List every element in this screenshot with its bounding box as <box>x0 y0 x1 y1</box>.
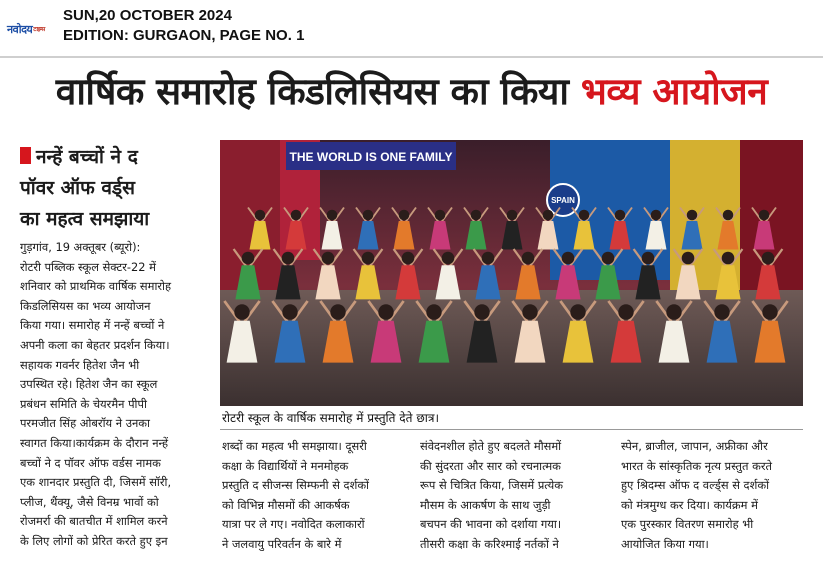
performer-figure <box>522 252 535 265</box>
article-text-line: अपनी कला का बेहतर प्रदर्शन किया। <box>20 337 170 352</box>
article-text-line: रोटरी पब्लिक स्कूल सेक्टर-22 में <box>20 259 156 274</box>
article-subheading <box>20 142 215 235</box>
article-text-line: यात्रा पर ले गए। नवोदित कलाकारों <box>222 517 365 532</box>
article-text-line: आयोजित किया गया। <box>621 536 709 551</box>
performer-figure <box>362 252 375 265</box>
article-text-line: ने जलवायु परिवर्तन के बारे में <box>222 536 342 551</box>
masthead-divider <box>0 56 823 58</box>
article-text-line: एक पुरस्कार वितरण समारोह भी <box>621 517 754 532</box>
performer-figure <box>543 210 554 221</box>
performer-figure <box>242 252 255 265</box>
performer-figure <box>282 304 297 319</box>
performer-figure <box>722 252 735 265</box>
article-text-line: कक्षा के विद्यार्थियों ने मनमोहक <box>222 458 349 473</box>
performer-figure <box>615 210 626 221</box>
event-photo <box>220 140 803 406</box>
article-text-line: रोजमर्रा की बातचीत में शामिल करने <box>20 514 168 529</box>
performer-figure <box>399 210 410 221</box>
subheading-line: का महत्व समझाया <box>20 208 150 230</box>
performer-figure <box>426 304 441 319</box>
subheading-line: पॉवर ऑफ वर्ड्स <box>20 177 135 199</box>
photo-caption: रोटरी स्कूल के वार्षिक समारोह में प्रस्तुति देते छात्र। <box>222 411 440 425</box>
performer-figure <box>762 252 775 265</box>
article-text-line: गुड़गांव, 19 अक्तूबर (ब्यूरो): <box>20 240 141 254</box>
performer-figure <box>759 210 770 221</box>
performer-figure <box>602 252 615 265</box>
performer-figure <box>522 304 537 319</box>
article-column-2 <box>222 437 402 555</box>
performer-figure <box>723 210 734 221</box>
performer-figure <box>378 304 393 319</box>
article-text-line: को मंत्रमुग्ध कर दिया। कार्यक्रम में <box>621 497 758 512</box>
article-headline <box>0 64 823 120</box>
article-text-line: के लिए लोगों को प्रेरित करते हुए इन <box>20 533 168 548</box>
article-text-line: मौसम के आकर्षण के साथ जुड़ी <box>420 497 551 512</box>
headline-main: वार्षिक समारोह किडलिसियस का किया <box>55 70 569 113</box>
article-text-line: तीसरी कक्षा के करिश्माई नर्तकों ने <box>420 536 559 551</box>
performer-figure <box>562 252 575 265</box>
article-text-line: सहायक गवर्नर हितेश जैन भी <box>20 357 140 372</box>
performer-figure <box>322 252 335 265</box>
performer-figure <box>642 252 655 265</box>
performer-figure <box>618 304 633 319</box>
performer-figure <box>471 210 482 221</box>
subheading-line: नन्हें बच्चों ने द <box>20 142 215 173</box>
article-text-line: प्रस्तुति द सीजन्स सिम्फनी से दर्शकों <box>222 478 370 493</box>
article-text-line: की सुंदरता और सार को रचनात्मक <box>420 458 561 473</box>
article-text-line: भारत के सांस्कृतिक नृत्य प्रस्तुत करते <box>621 458 773 473</box>
performer-figure <box>714 304 729 319</box>
article-text-line: किडलिसियस का भव्य आयोजन <box>20 298 151 313</box>
article-text-line: प्लीज, थैंक्यू, जैसे विनम्र भावों को <box>20 494 159 509</box>
edition-info <box>63 6 304 46</box>
newspaper-logo: नवोदयटाइम्स <box>7 23 45 36</box>
photo-sign-text: SPAIN <box>551 196 575 205</box>
performer-figure <box>330 304 345 319</box>
performer-figure <box>363 210 374 221</box>
performer-figure <box>682 252 695 265</box>
article-text-line: स्वागत किया।कार्यक्रम के दौरान नन्हें <box>20 435 168 450</box>
article-text-line: एक शानदार प्रस्तुति दी, जिसमें सॉरी, <box>20 475 172 490</box>
performer-figure <box>442 252 455 265</box>
article-column-4 <box>621 437 803 555</box>
photo-banner-text: THE WORLD IS ONE FAMILY <box>289 150 453 164</box>
article-column-3 <box>420 437 600 555</box>
performer-figure <box>435 210 446 221</box>
article-text-line: रूप से चित्रित किया, जिसमें प्रत्येक <box>420 478 563 493</box>
performer-figure <box>482 252 495 265</box>
article-text-line: उपस्थित रहे। हितेश जैन का स्कूल <box>20 377 158 392</box>
caption-divider <box>220 429 803 430</box>
article-text-line: बच्चों ने द पॉवर ऑफ वर्डस नामक <box>20 455 161 470</box>
performer-figure <box>687 210 698 221</box>
article-text-line: शब्दों का महत्व भी समझाया। दूसरी <box>222 439 367 453</box>
article-text-line: हुए श्रिदम्स ऑफ द वर्ल्ड्स से दर्शकों <box>621 478 770 493</box>
performer-figure <box>327 210 338 221</box>
headline-accent: भव्य आयोजन <box>580 70 768 113</box>
performer-figure <box>234 304 249 319</box>
performer-figure <box>579 210 590 221</box>
article-text-line: परमजीत सिंह ओबरॉय ने उनका <box>20 416 150 431</box>
article-text-line: शनिवार को प्राथमिक वार्षिक समारोह <box>20 279 172 294</box>
article-text-line: बचपन की भावना को दर्शाया गया। <box>420 517 562 532</box>
performer-figure <box>402 252 415 265</box>
performer-figure <box>666 304 681 319</box>
article-column-1 <box>20 238 202 552</box>
performer-figure <box>651 210 662 221</box>
masthead <box>0 0 823 54</box>
performer-figure <box>291 210 302 221</box>
performer-figure <box>507 210 518 221</box>
performer-figure <box>282 252 295 265</box>
article-text-line: संवेदनशील होते हुए बदलते मौसमों <box>420 439 562 453</box>
article-text-line: स्पेन, ब्राजील, जापान, अफ्रीका और <box>621 439 768 453</box>
article-text-line: को विभिन्न मौसमों की आकर्षक <box>222 497 350 512</box>
performer-figure <box>762 304 777 319</box>
performer-figure <box>474 304 489 319</box>
date-line: SUN,20 OCTOBER 2024 <box>63 7 232 24</box>
bullet-square-icon <box>20 147 31 164</box>
article-text-line: प्रबंधन समिति के चेयरमैन पीपी <box>20 396 147 411</box>
article-text-line: किया गया। समारोह में नन्हें बच्चों ने <box>20 318 165 333</box>
performer-figure <box>255 210 266 221</box>
edition-line: EDITION: GURGAON, PAGE NO. 1 <box>63 27 305 44</box>
performer-figure <box>570 304 585 319</box>
